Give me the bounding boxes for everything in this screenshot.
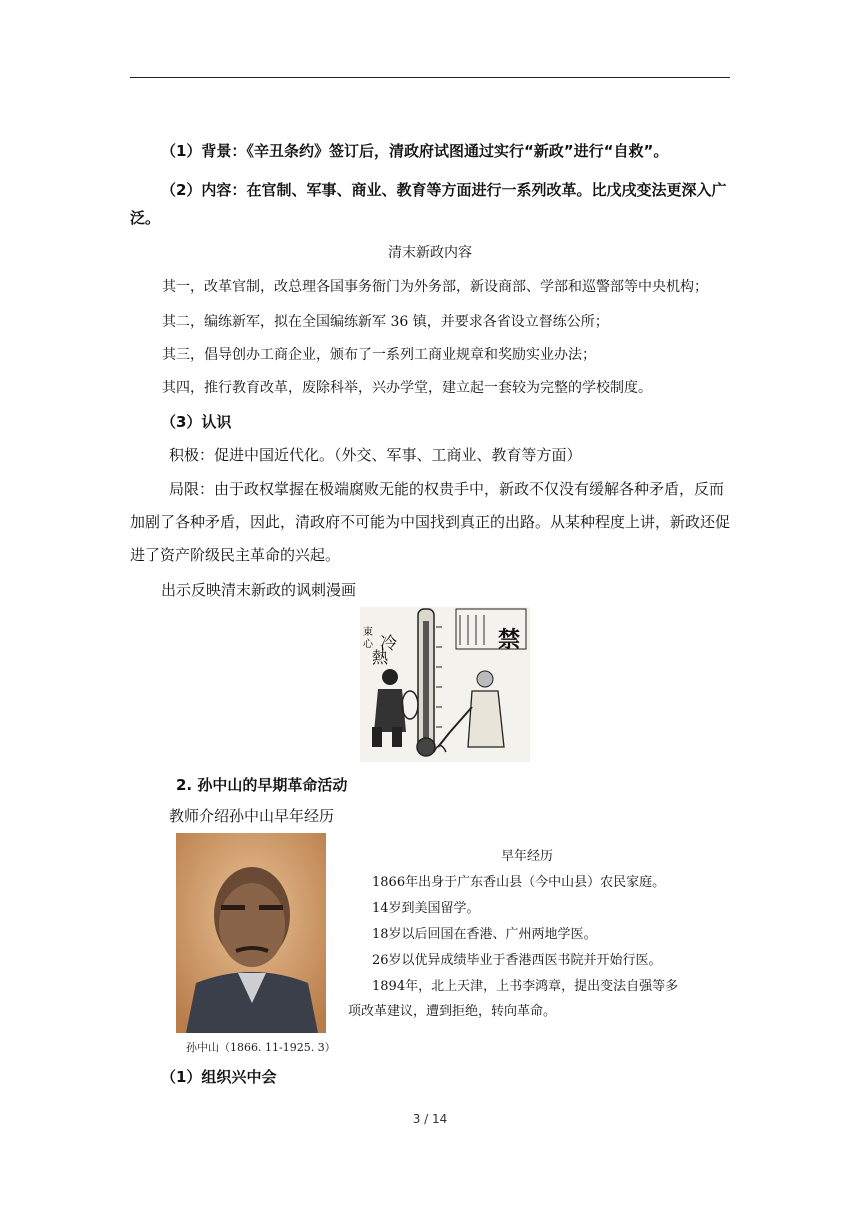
bio-line-5: 1894年，北上天津，上书李鸿章，提出变法自强等多 — [372, 979, 679, 994]
cartoon-text-forbidden: 禁 — [498, 627, 521, 653]
bio-line-6: 项改革建议，遭到拒绝，转向革命。 — [348, 1004, 557, 1019]
bio-line-1: 1866年出身于广东香山县（今中山县）农民家庭。 — [372, 875, 666, 890]
section2-intro: 教师介绍孙中山早年经历 — [169, 807, 335, 825]
cartoon-intro: 出示反映清末新政的讽刺漫画 — [161, 581, 357, 599]
section2-heading: 2. 孙中山的早期革命活动 — [176, 776, 348, 794]
recognition-limit-line3: 进了资产阶级民主革命的兴起。 — [130, 546, 341, 564]
page-number: 3 / 14 — [412, 1112, 448, 1126]
subheading-xingzhonghui: （1）组织兴中会 — [161, 1068, 277, 1086]
bio-line-2: 14岁到美国留学。 — [372, 901, 480, 916]
box-item-3: 其三，倡导创办工商企业，颁布了一系列工商业规章和奖励实业办法； — [162, 347, 596, 363]
recognition-limit-line2: 加剧了各种矛盾，因此，清政府不可能为中国找到真正的出路。从某种程度上讲，新政还促 — [130, 513, 731, 531]
header-rule — [130, 77, 730, 78]
cartoon-text-hot: 熱 — [372, 648, 389, 667]
box-title: 清末新政内容 — [388, 245, 472, 261]
sun-yatsen-portrait — [176, 833, 326, 1033]
bio-title: 早年经历 — [501, 849, 554, 864]
cartoon-text-vertical: 東心 — [363, 627, 373, 650]
recognition-positive: 积极：促进中国近代化。（外交、军事、工商业、教育等方面） — [169, 446, 582, 464]
bio-line-3: 18岁以后回国在香港、广州两地学医。 — [372, 927, 597, 942]
cartoon-text-cold: 冷 — [380, 634, 397, 654]
bio-line-4: 26岁以优异成绩毕业于香港西医书院并开始行医。 — [372, 953, 662, 968]
recognition-limit-line1: 局限：由于政权掌握在极端腐败无能的权贵手中，新政不仅没有缓解各种矛盾，反而 — [169, 480, 725, 498]
content-paragraph-line1: （2）内容：在官制、军事、商业、教育等方面进行一系列改革。比戊戌变法更深入广 — [161, 181, 727, 199]
box-item-1: 其一，改革官制，改总理各国事务衙门为外务部，新设商部、学部和巡警部等中央机构； — [162, 279, 708, 295]
portrait-caption: 孙中山（1866. 11-1925. 3） — [186, 1041, 336, 1054]
box-item-4: 其四，推行教育改革，废除科举，兴办学堂，建立起一套较为完整的学校制度。 — [162, 380, 652, 396]
background-paragraph: （1）背景：《辛丑条约》签订后，清政府试图通过实行“新政”进行“自救”。 — [161, 142, 669, 160]
recognition-heading: （3）认识 — [161, 413, 232, 431]
content-paragraph-line2: 泛。 — [130, 209, 161, 227]
satire-cartoon-image — [360, 607, 530, 762]
box-item-2: 其二，编练新军，拟在全国编练新军 36 镇，并要求各省设立督练公所； — [162, 314, 609, 330]
